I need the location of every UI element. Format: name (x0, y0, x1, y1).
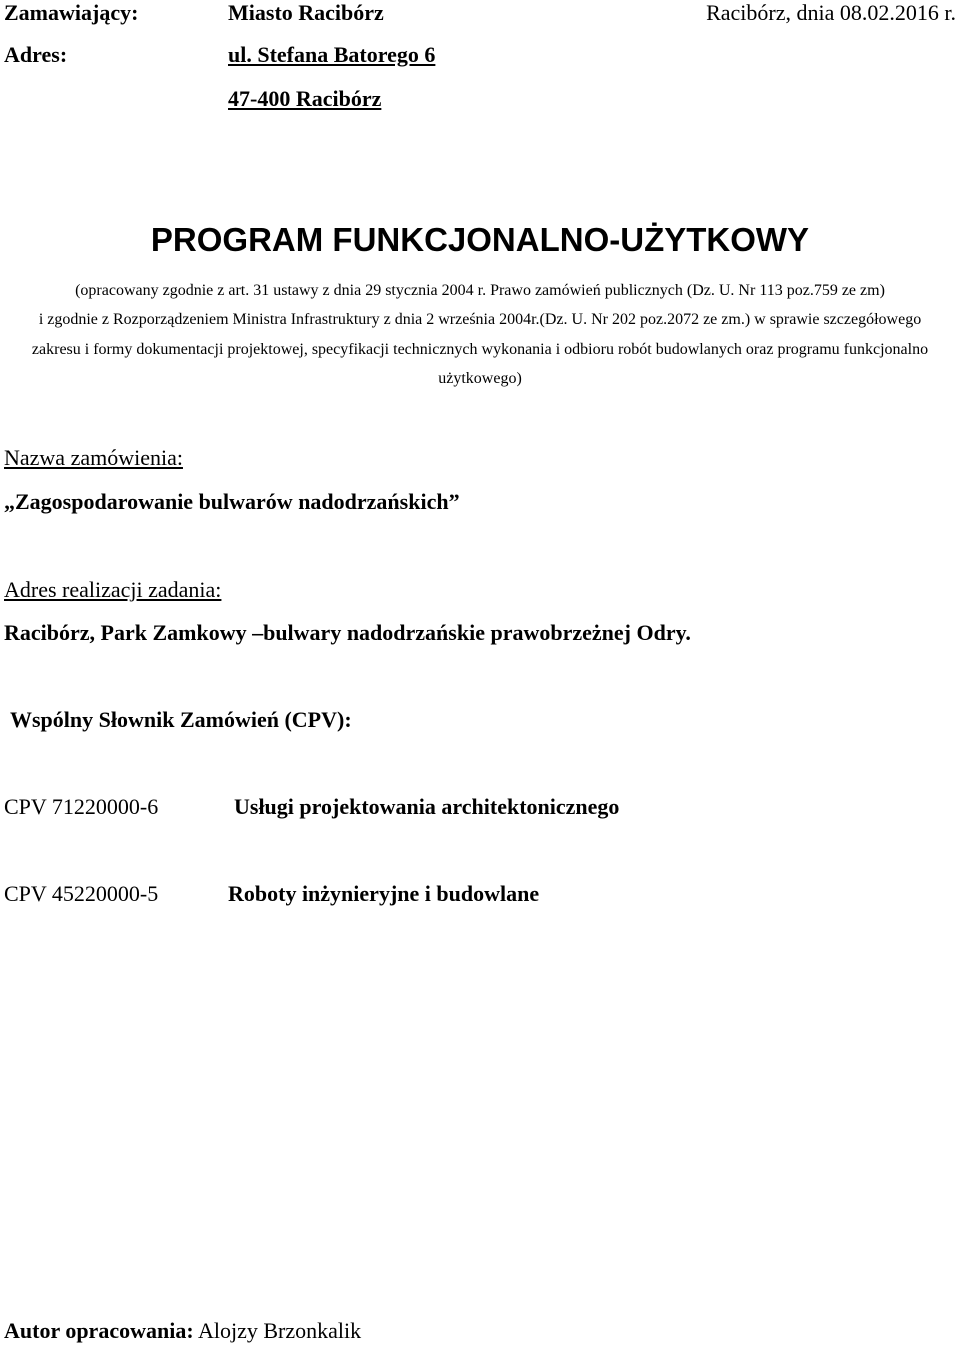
address-label: Adres: (4, 42, 68, 67)
order-name-label: Nazwa zamówienia: (4, 445, 183, 470)
address-line-2: 47-400 Racibórz (228, 86, 382, 111)
author-line (4, 1317, 361, 1345)
cpv-code: CPV 71220000-6 (4, 794, 159, 819)
order-name-value: „Zagospodarowanie bulwarów nadodrzańskich” (4, 489, 460, 514)
ordering-party-value: Miasto Racibórz (228, 0, 384, 25)
subtitle-line-3: zakresu i formy dokumentacji projektowej, specyfikacji technicznych wykonania i odbioru robót budowlanych oraz programu funkcjonalno (31, 341, 929, 358)
document-title: PROGRAM FUNKCJONALNO-UŻYTKOWY (150, 221, 810, 258)
cpv-heading: Wspólny Słownik Zamówień (CPV): (10, 707, 352, 732)
author-name: Alojzy Brzonkalik (197, 1318, 362, 1343)
author-label: Autor opracowania: (4, 1318, 194, 1343)
cpv-description: Roboty inżynieryjne i budowlane (228, 881, 540, 906)
subtitle-line-4: użytkowego) (438, 370, 522, 387)
location-value: Racibórz, Park Zamkowy –bulwary nadodrzańskie prawobrzeżnej Odry. (4, 620, 691, 645)
location-label: Adres realizacji zadania: (4, 577, 222, 602)
subtitle-line-2: i zgodnie z Rozporządzeniem Ministra Infrastruktury z dnia 2 września 2004r.(Dz. U. Nr 202 poz.2072 ze zm.) w sprawie szczegółowego (38, 311, 922, 328)
cpv-code: CPV 45220000-5 (4, 881, 159, 906)
place-date: Racibórz, dnia 08.02.2016 r. (706, 0, 956, 25)
cpv-description: Usługi projektowania architektonicznego (234, 794, 620, 819)
address-line-1: ul. Stefana Batorego 6 (228, 42, 436, 67)
subtitle-line-1: (opracowany zgodnie z art. 31 ustawy z dnia 29 stycznia 2004 r. Prawo zamówień publicznych (Dz. U. Nr 113 poz.759 ze zm) (75, 282, 885, 299)
ordering-party-label: Zamawiający: (4, 0, 139, 25)
